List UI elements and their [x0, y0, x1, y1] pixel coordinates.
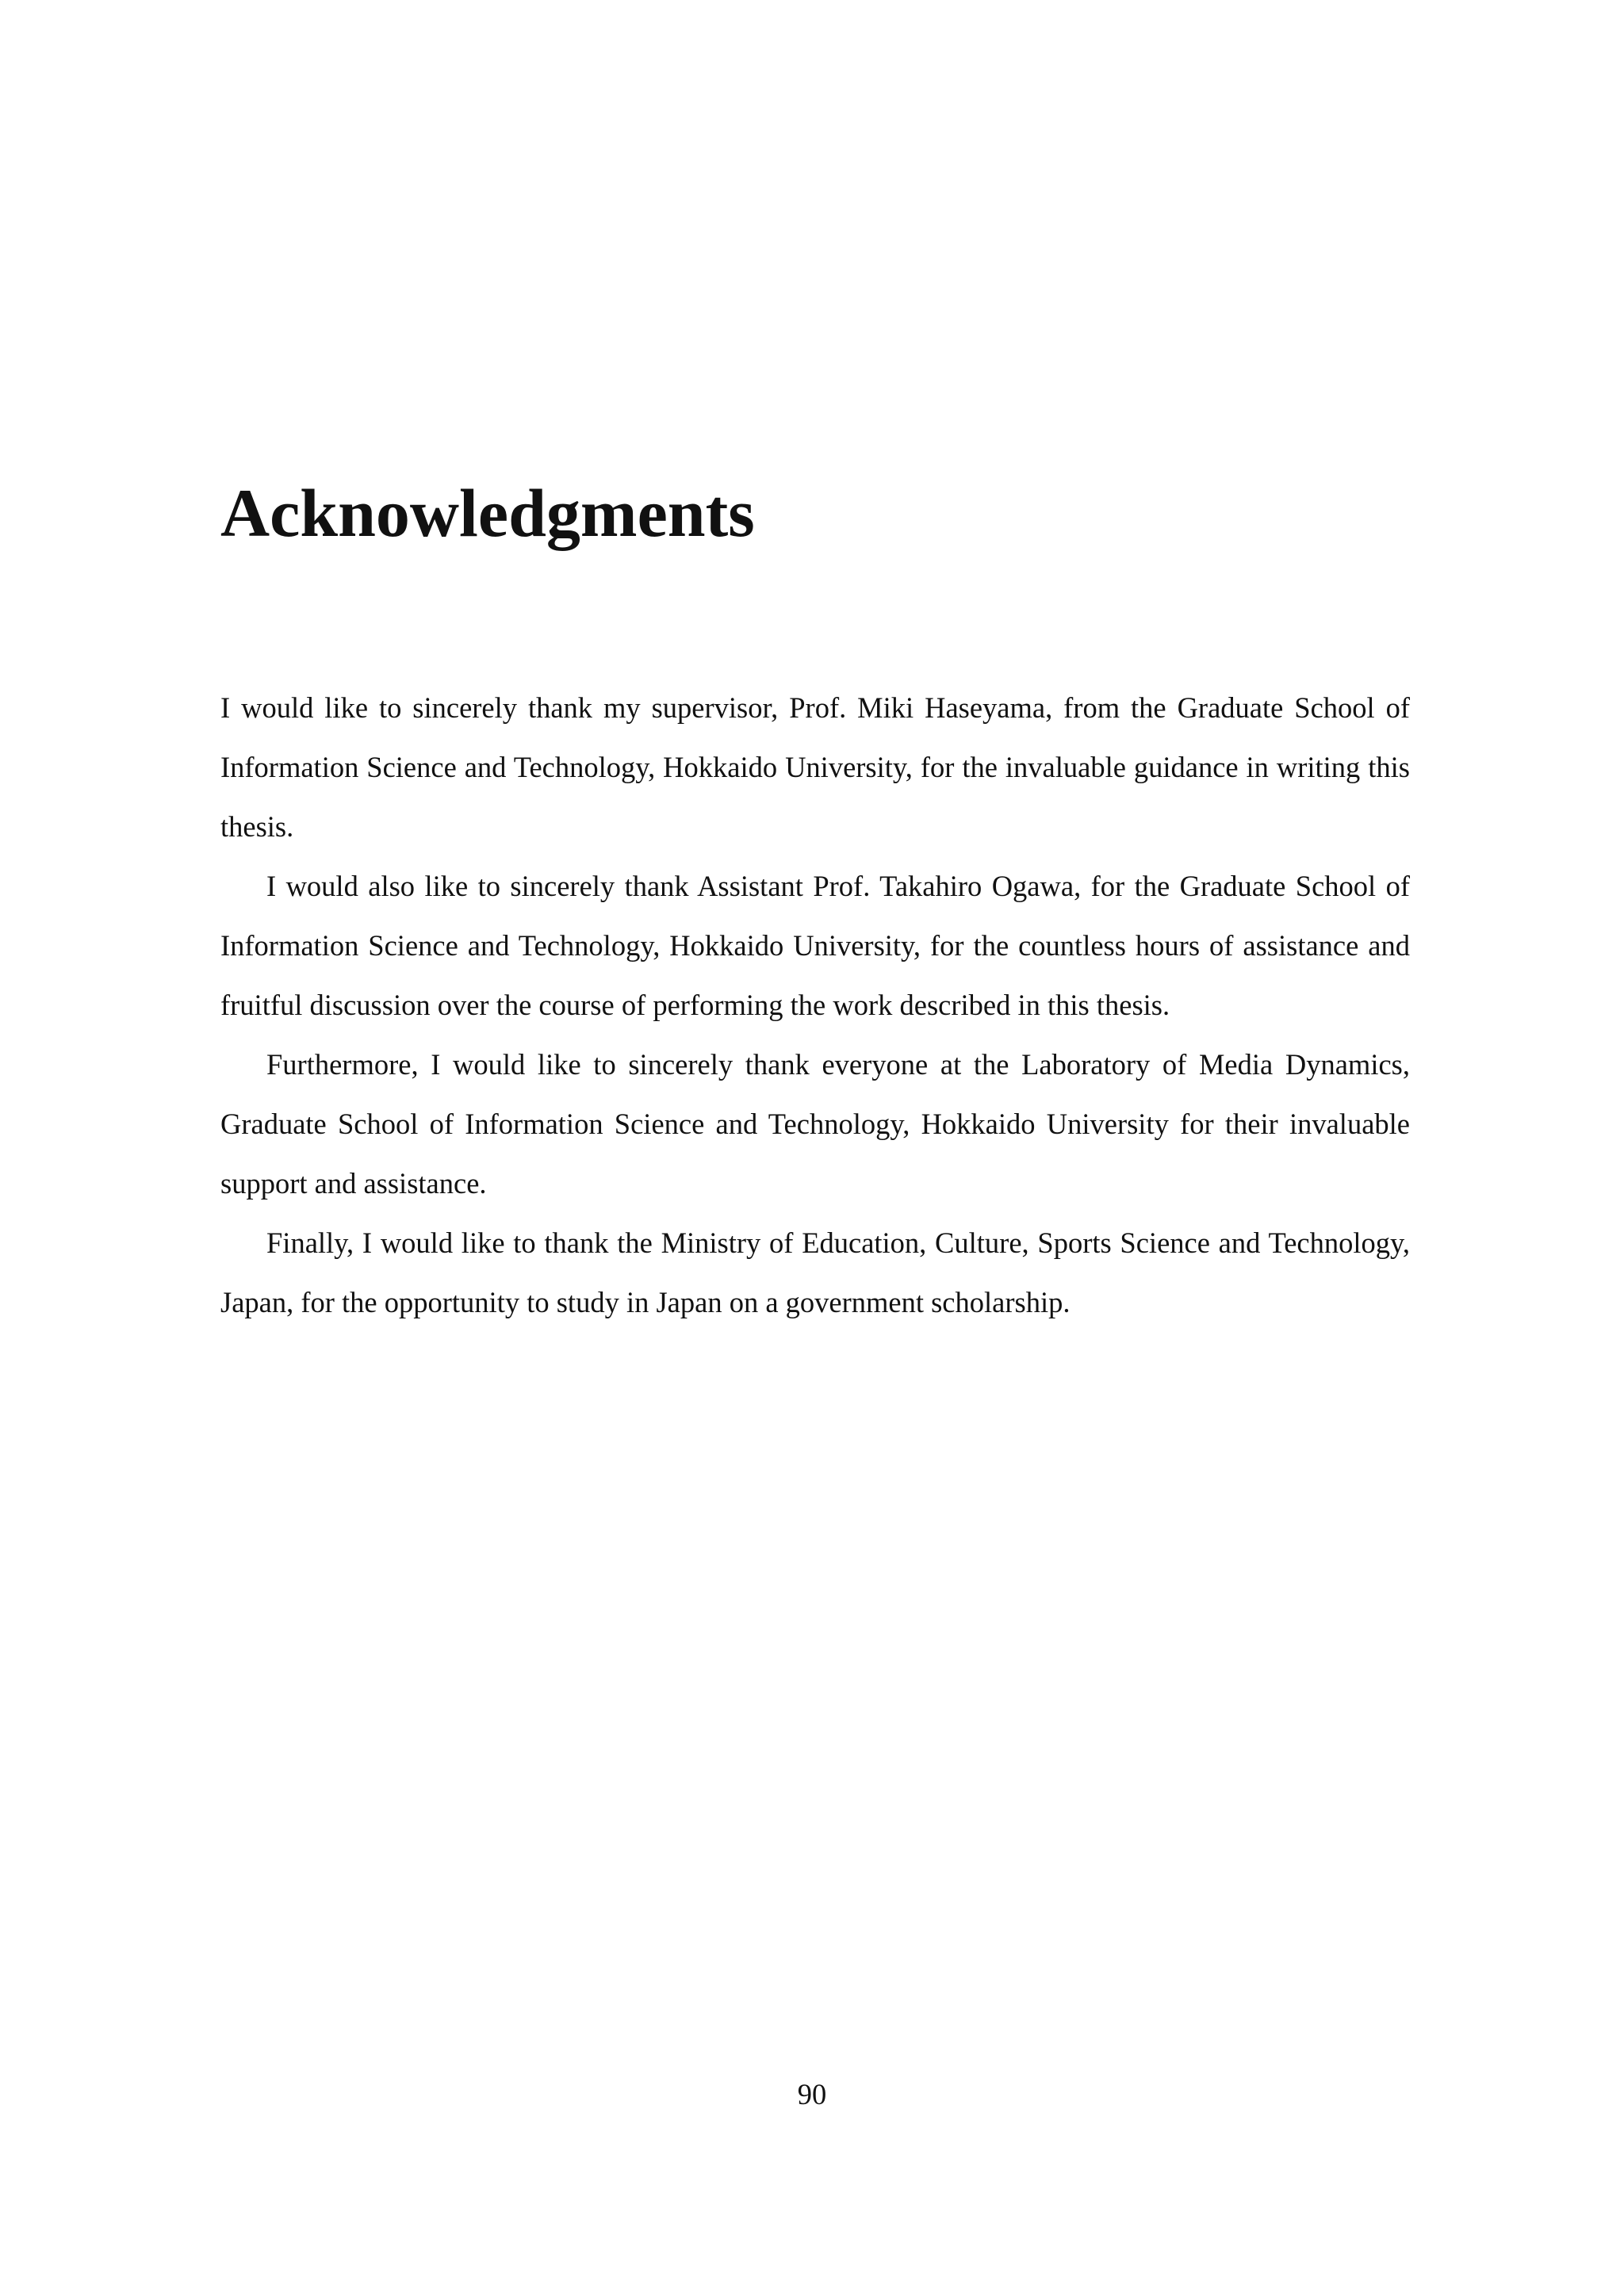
page-number: 90 — [797, 2078, 827, 2110]
paragraph-laboratory: Furthermore, I would like to sincerely thank everyone at the Laboratory of Media Dynamics, Graduate School of Information Science and Technology, Hokkaido University for their invaluable support and assistance. — [220, 1048, 1410, 1200]
acknowledgments-body — [220, 678, 1410, 1332]
paragraph-ministry: Finally, I would like to thank the Ministry of Education, Culture, Sports Science and Technology, Japan, for the opportunity to study in Japan on a government scholarship. — [220, 1226, 1410, 1318]
page-title: Acknowledgments — [220, 475, 755, 551]
paragraph-assistant-prof: I would also like to sincerely thank Assistant Prof. Takahiro Ogawa, for the Graduate School of Information Science and Technology, Hokkaido University, for the countless hours of assistance and fruitful discussion over the course of performing the work described in this thesis. — [220, 870, 1410, 1021]
paragraph-supervisor: I would like to sincerely thank my supervisor, Prof. Miki Haseyama, from the Graduate School of Information Science and Technology, Hokkaido University, for the invaluable guidance in writing this thesis. — [220, 691, 1410, 843]
